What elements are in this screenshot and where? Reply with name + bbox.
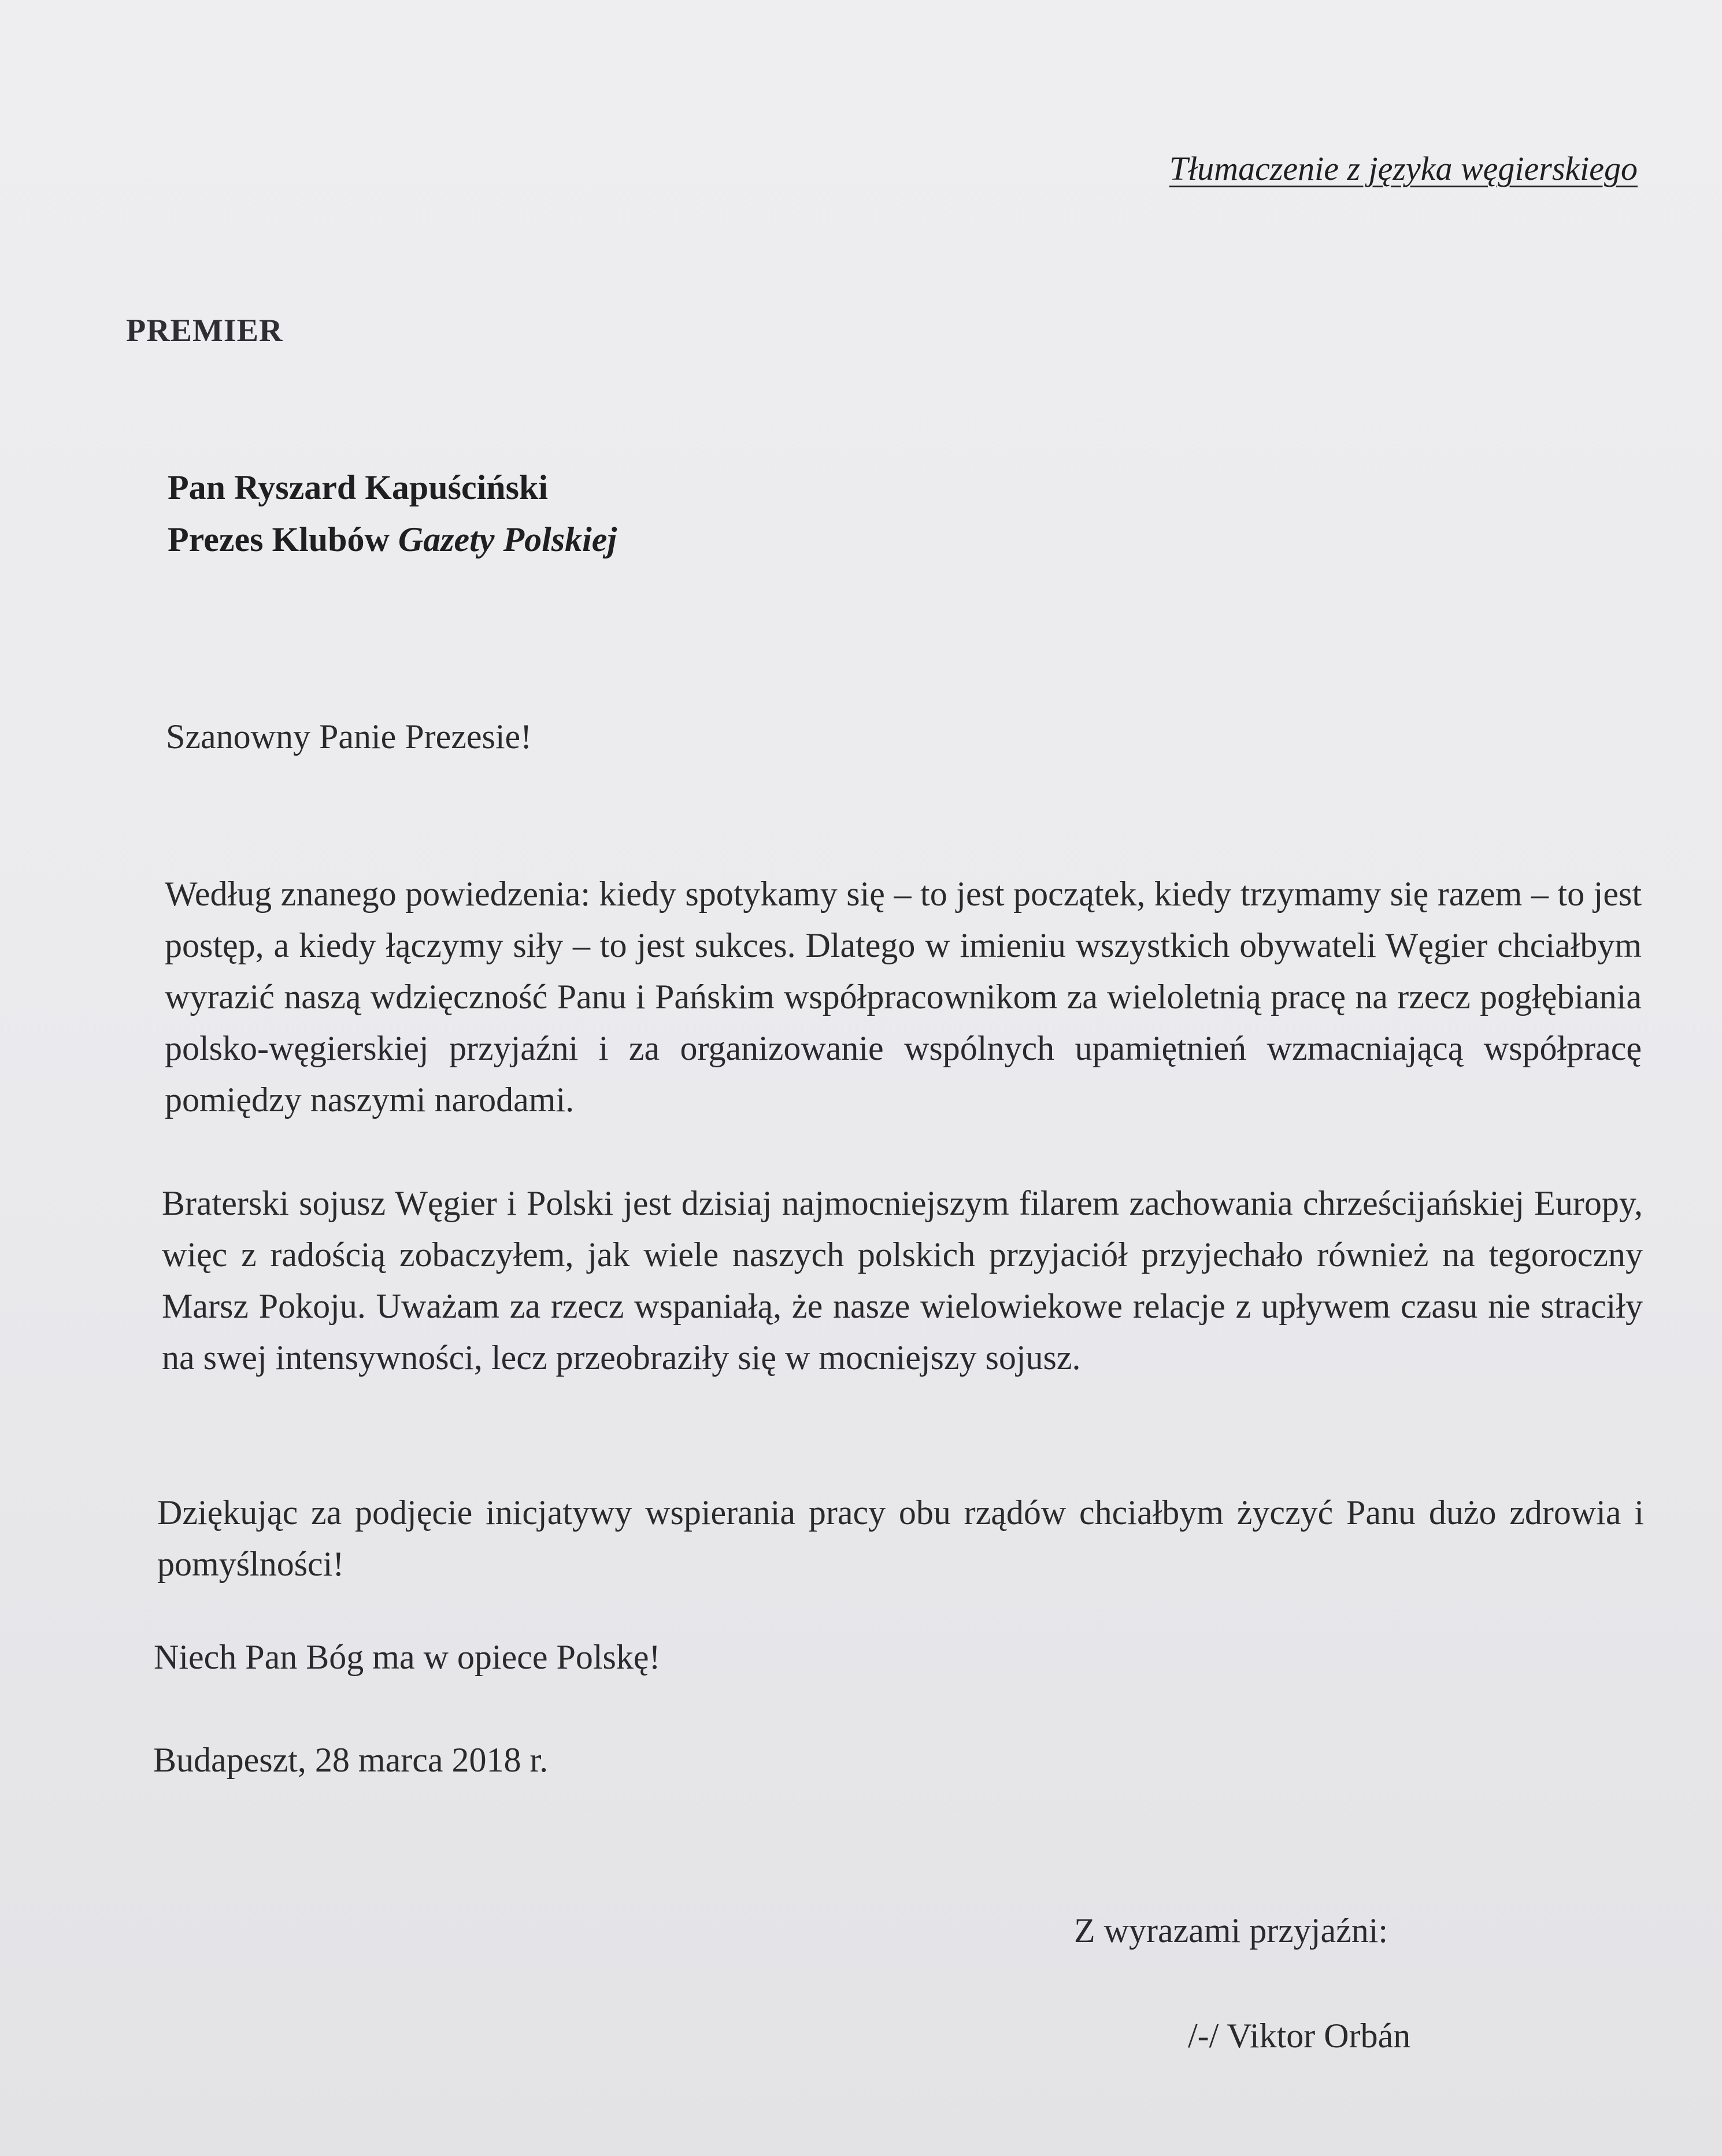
closing-wish: Niech Pan Bóg ma w opiece Polskę! bbox=[154, 1638, 661, 1676]
place-date: Budapeszt, 28 marca 2018 r. bbox=[153, 1741, 549, 1779]
recipient-publication: Gazety Polskiej bbox=[398, 520, 617, 559]
signature: /-/ Viktor Orbán bbox=[1188, 2017, 1411, 2055]
body-paragraph-2: Braterski sojusz Węgier i Polski jest dzisiaj najmocniejszym filarem zachowania chrześcijańskiej Europy, więc z radością zobaczyłem, jak wiele naszych polskich przyjaciół przyjechało również na tegoroczny Marsz Pokoju. Uważam za rzecz wspaniałą, że nasze wielowiekowe relacje z upływem czasu nie straciły na swej intensywności, lecz przeobraziły się w mocniejszy sojusz. bbox=[162, 1184, 1643, 1377]
recipient-name: Pan Ryszard Kapuściński bbox=[168, 468, 549, 506]
body-paragraph-3: Dziękując za podjęcie inicjatywy wspierania pracy obu rządów chciałbym życzyć Panu dużo zdrowia i pomyślności! bbox=[157, 1493, 1644, 1583]
closing-regards: Z wyrazami przyjaźni: bbox=[1074, 1911, 1388, 1950]
translation-note: Tłumaczenie z języka węgierskiego bbox=[1169, 150, 1638, 187]
body-paragraph-1: Według znanego powiedzenia: kiedy spotykamy się – to jest początek, kiedy trzymamy się razem – to jest postęp, a kiedy łączymy siły – to jest sukces. Dlatego w imieniu wszystkich obywateli Węgier chciałbym wyrazić naszą wdzięczność Panu i Pańskim współpracownikom za wieloletnią pracę na rzecz pogłębiania polsko-węgierskiej przyjaźni i za organizowanie wspólnych upamiętnień wzmacniającą współpracę pomiędzy naszymi narodami. bbox=[165, 875, 1642, 1119]
salutation: Szanowny Panie Prezesie! bbox=[166, 718, 532, 756]
recipient-title bbox=[168, 513, 617, 565]
sender-heading: PREMIER bbox=[126, 313, 283, 349]
recipient-block bbox=[168, 461, 617, 565]
recipient-title-prefix: Prezes Klubów bbox=[168, 520, 390, 559]
